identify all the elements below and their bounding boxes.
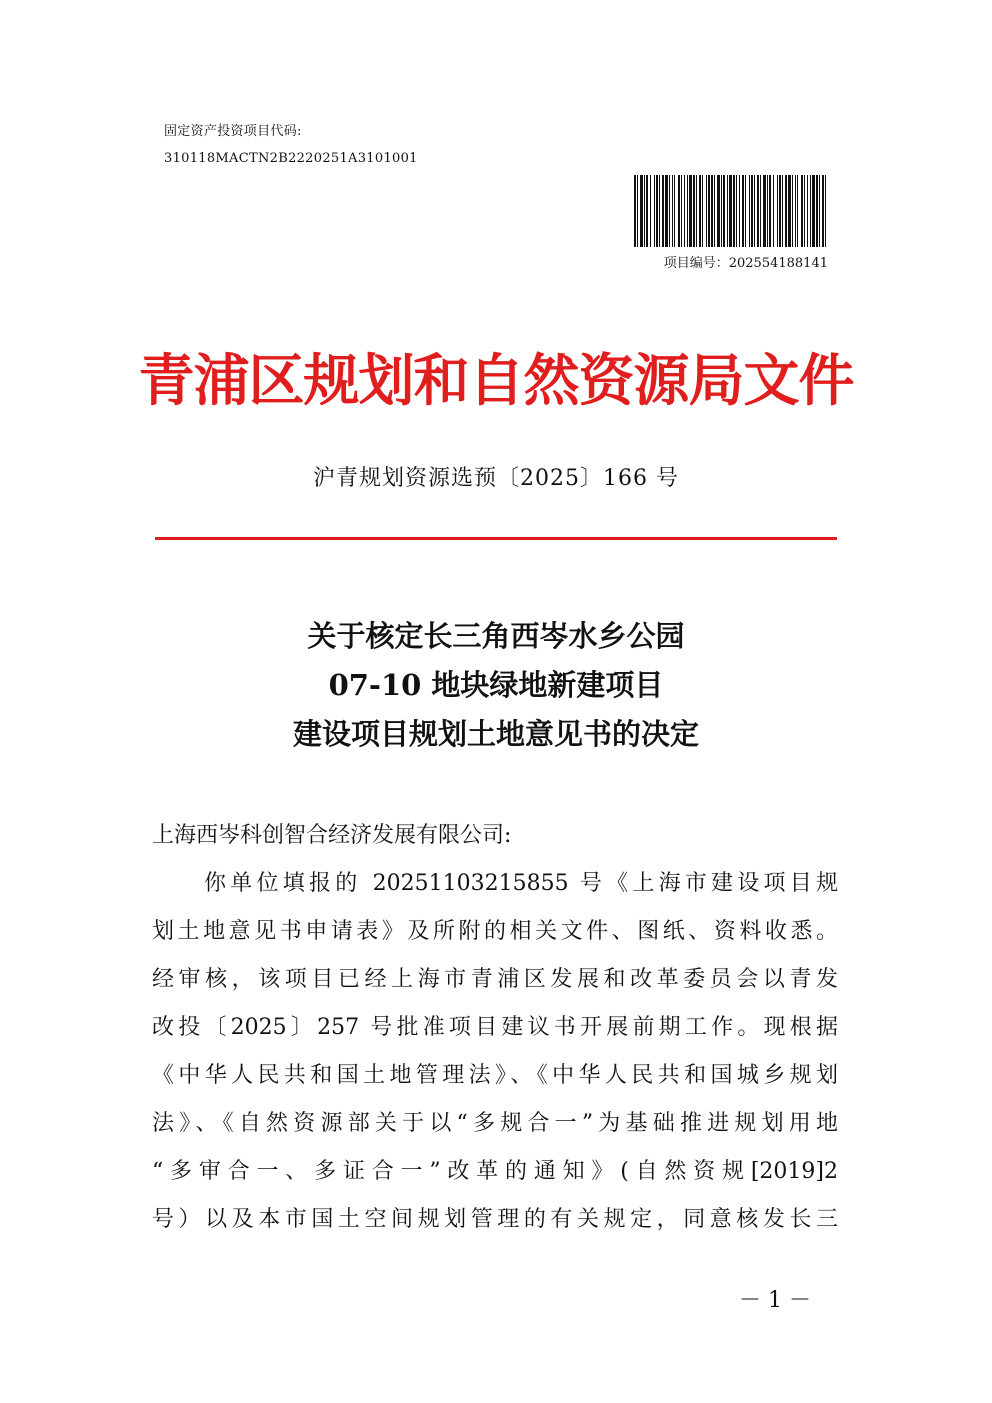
body-line: 你单位填报的 20251103215855 号《上海市建设项目规 <box>204 871 838 896</box>
barcode-bar <box>807 175 808 247</box>
investment-code: 310118MACTN2B2220251A3101001 <box>164 151 418 166</box>
barcode-bar <box>711 175 713 247</box>
barcode-bar <box>681 175 682 247</box>
barcode-bar <box>656 175 658 247</box>
barcode-bar <box>822 175 824 247</box>
barcode-bar <box>699 175 701 247</box>
barcode-bar <box>742 175 744 247</box>
barcode-bar <box>659 175 660 247</box>
subject-line-1: 关于核定长三角西岑水乡公园 <box>307 619 685 653</box>
body-line: 法》、《自然资源部关于以“多规合一”为基础推进规划用地 <box>152 1111 838 1136</box>
barcode-bar <box>757 175 759 247</box>
barcode-bar <box>739 175 740 247</box>
barcode-bar <box>646 175 648 247</box>
barcode-bar <box>674 175 675 247</box>
page-number: － 1 － <box>739 1288 811 1313</box>
barcode-bar <box>723 175 725 247</box>
barcode-bar <box>696 175 697 247</box>
salutation: 上海西岑科创智合经济发展有限公司: <box>152 823 512 848</box>
barcode-bar <box>825 175 826 247</box>
barcode-bar <box>797 175 798 247</box>
barcode-bar <box>640 175 643 247</box>
barcode-bar <box>727 175 728 247</box>
document-number: 沪青规划资源选预〔2025〕166 号 <box>313 466 679 491</box>
subject-line-3: 建设项目规划土地意见书的决定 <box>292 717 699 751</box>
barcode-bar <box>684 175 685 247</box>
barcode-bar <box>654 175 655 247</box>
barcode-bar <box>650 175 651 247</box>
barcode-bar <box>763 175 766 247</box>
barcode-bar <box>760 175 761 247</box>
barcode-bar <box>745 175 746 247</box>
barcode-bar <box>795 175 796 247</box>
document-body <box>152 812 838 1244</box>
barcode-bar <box>792 175 793 247</box>
body-line: 《中华人民共和国土地管理法》、《中华人民共和国城乡规划 <box>152 1063 838 1088</box>
barcode-bar <box>733 175 735 247</box>
barcode-bar <box>634 175 636 247</box>
barcode-bar <box>729 175 732 247</box>
body-line: “多审合一、多证合一”改革的通知》(自然资规[2019]2 <box>152 1159 838 1184</box>
barcode-bar <box>669 175 670 247</box>
barcode-bar <box>662 175 664 247</box>
barcode-bar <box>788 175 791 247</box>
investment-code-label: 固定资产投资项目代码: <box>164 124 302 139</box>
barcode-bar <box>751 175 753 247</box>
body-line: 号）以及本市国土空间规划管理的有关规定，同意核发长三 <box>152 1207 838 1232</box>
barcode-bar <box>801 175 803 247</box>
barcode-bar <box>717 175 720 247</box>
barcode-bar <box>665 175 668 247</box>
document-subject <box>100 612 892 759</box>
barcode-bar <box>689 175 692 247</box>
body-line: 改投〔2025〕257 号批准项目建议书开展前期工作。现根据 <box>152 1015 838 1040</box>
barcode-bar <box>769 175 771 247</box>
barcode-bar <box>819 175 820 247</box>
barcode-bar <box>706 175 707 247</box>
barcode-bar <box>644 175 645 247</box>
barcode-bar <box>637 175 638 247</box>
barcode-bar <box>721 175 722 247</box>
barcode-bar <box>812 175 815 247</box>
barcode-image <box>634 175 826 247</box>
barcode-bar <box>804 175 805 247</box>
barcode-bar <box>708 175 710 247</box>
barcode-bar <box>702 175 703 247</box>
barcode-bar <box>816 175 818 247</box>
barcode-bar <box>785 175 787 247</box>
barcode-bar <box>777 175 778 247</box>
body-line: 划土地意见书申请表》及所附的相关文件、图纸、资料收悉。 <box>152 919 838 944</box>
barcode-bar <box>779 175 781 247</box>
subject-line-2: 07-10 地块绿地新建项目 <box>328 668 664 702</box>
barcode-bar <box>767 175 768 247</box>
issuer-title: 青浦区规划和自然资源局文件 <box>138 349 854 414</box>
barcode-bar <box>678 175 680 247</box>
barcode-bar <box>749 175 750 247</box>
barcode-bar <box>754 175 755 247</box>
barcode-bar <box>672 175 673 247</box>
barcode-bar <box>773 175 774 247</box>
barcode-bar <box>736 175 737 247</box>
red-divider-line <box>155 537 837 540</box>
body-line: 经审核，该项目已经上海市青浦区发展和改革委员会以青发 <box>152 967 838 992</box>
barcode-bar <box>810 175 811 247</box>
barcode-bar <box>782 175 783 247</box>
barcode-bar <box>687 175 688 247</box>
barcode-bar <box>693 175 695 247</box>
project-number: 项目编号：202554188141 <box>663 256 828 271</box>
barcode-bar <box>714 175 715 247</box>
